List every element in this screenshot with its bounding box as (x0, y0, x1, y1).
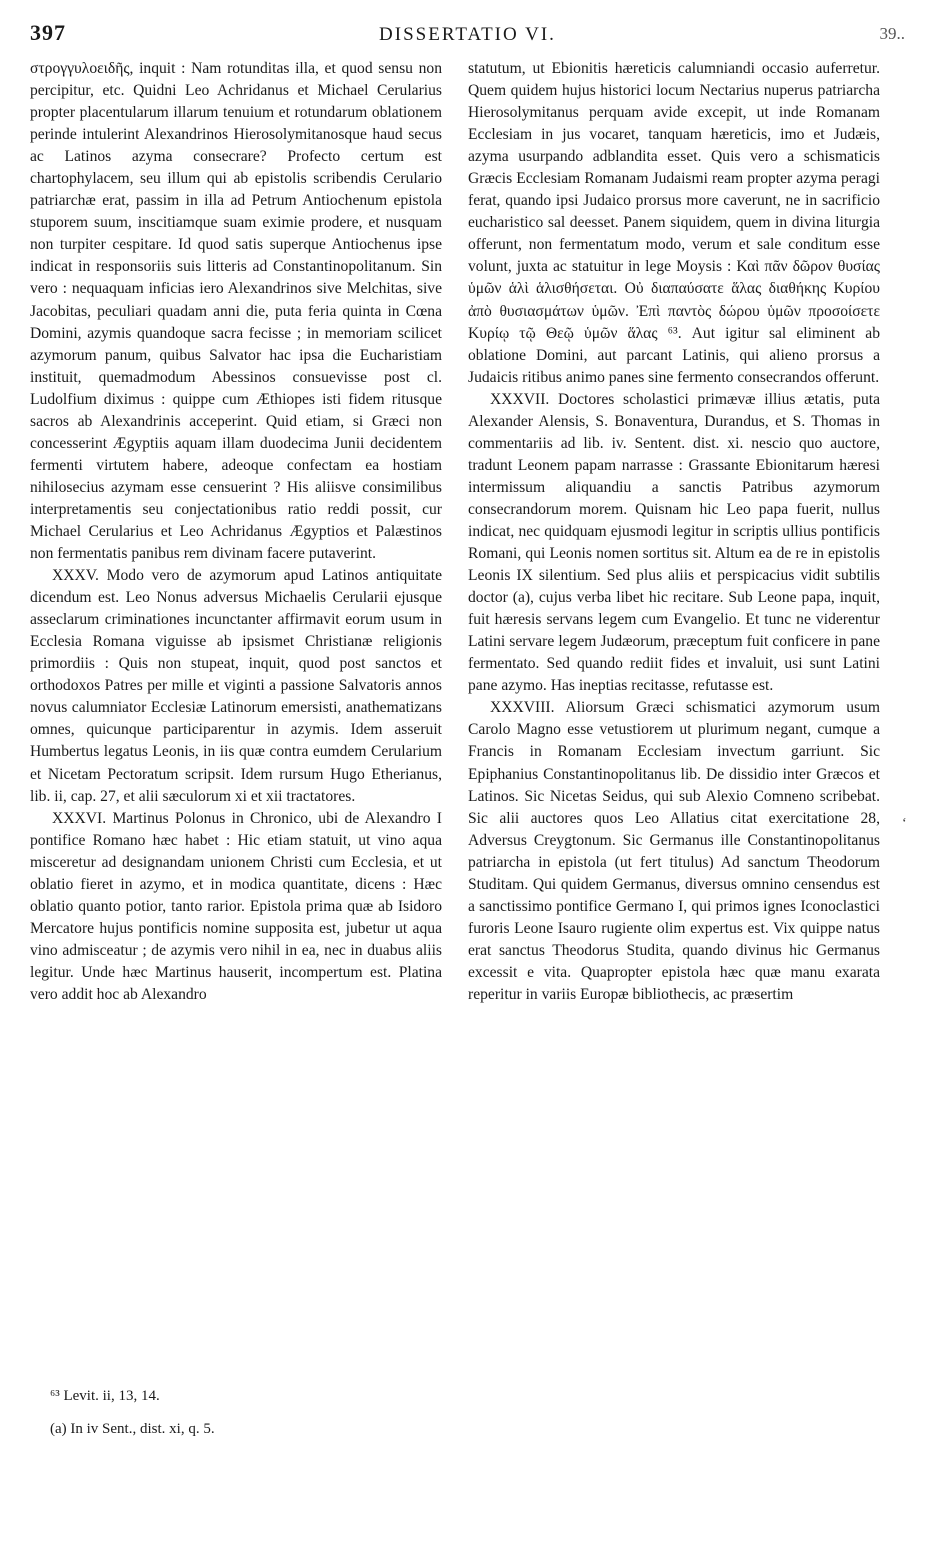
running-title: DISSERTATIO VI. (379, 24, 556, 45)
paragraph-xxxv: XXXV. Modo vero de azymorum apud Latinos antiquitate dicendum est. Leo Nonus adversus Michaelis Cerularii ejusque asseclarum criminationes incunctanter affirmavit eorum usum in Ecclesia Romana viguisse ab ipsismet Christianæ religionis primordiis : Quis non stupeat, inquit, quod post sanctos et orthodoxos Patres per mille et viginti a passione Salvatoris annos novus calumniator Ecclesiæ Latinorum emersisti, anathematizans omnes, quicunque participarentur in azymis. Idem asseruit Humbertus legatus Leonis, in iis quæ contra eumdem Cerularium et Nicetam Pectoratum scripsit. Idem rursum Hugo Etherianus, lib. ii, cap. 27, et alii sæculorum xi et xii tractatores. (30, 567, 442, 805)
page-header (30, 20, 905, 54)
paragraph-xxxvii: XXXVII. Doctores scholastici primævæ illius ætatis, puta Alexander Alensis, S. Bonaventura, Durandus, et S. Thomas in commentariis ad lib. iv. Sentent. dist. xi. nescio quo auctore, tradunt Leonem papam narrasse : Grassante Ebionitarum hæresi intermissum aliquandiu a sanctis Patribus azymorum consecrandorum morem. Quisnam hic Leo papa fuerit, nullus indicat, nec quidquam ejusmodi legitur in scriptis ullius pontificis Romani, qui Leonis nomen sortitus sit. Altum ea de re in epistolis Leonis IX silentium. Sed plus aliis et perspicacius vidit subtilis doctor (a), cujus verba libet hic recitare. Sub Leone papa, inquit, fuit hæresis servans legem cum Evangelio. Et tunc ne viderentur Latini servare legem Judæorum, præceptum fuit conficere in pane fermentato. Sed quando rediit fides et invaluit, usi sunt Latini pane azymo. Has ineptias recitasse, refutasse est. (468, 390, 880, 695)
footnote-63: ⁶³ Levit. ii, 13, 14. (50, 1388, 160, 1404)
right-column (468, 58, 880, 1006)
paragraph-right-1: statutum, ut Ebionitis hæreticis calumniandi occasio auferretur. Quem quidem hujus historici locum Nectarius nuperus patriarcha Hierosolymitanus perquam avide excepit, ut inde Romanam Ecclesiam in jus vocaret, tanquam hæreticis, imo et Judæis, azyma usurpando adblandita esset. Quis vero a schismaticis Græcis Ecclesiam Romanam Judaismi ream propter azyma peragi ferat, quando ipsi Judaico prorsus more caverunt, ne in sacrificio eucharistico sal deesset. Panem siquidem, quem in divina liturgia offerunt, non fermentatum modo, verum et sale conditum esse volunt, juxta ac statuitur in lege Moysis : Καὶ πᾶν δῶρον θυσίας ὑμῶν ἁλὶ ἁλισθήσεται. Οὐ διαπαύσατε ἅλας διαθήκης Κυρίου ἀπὸ θυσιασμάτων ὑμῶν. Ἐπὶ παντὸς δώρου ὑμῶν προσοίσετε Κυρίῳ τῷ Θεῷ ὑμῶν ἅλας ⁶³. Aut igitur sal eliminent ab oblatione Domini, aut parcant Latinis, qui alieno prorsus a Judaicis ritibus animo panes sine fermento consecrandos offerunt. (468, 60, 880, 386)
left-column (30, 58, 442, 1006)
paragraph-xxxvi: XXXVI. Martinus Polonus in Chronico, ubi de Alexandro I pontifice Romano hæc habet : Hic etiam statuit, ut vino aqua misceretur ad designandam unionem Christi cum Ecclesia, et ut oblatio fieret in azymo, et in modica quantitate, dicens : Hæc oblatio quanto potior, tanto rarior. Epistola prima quæ ab Isidoro Mercatore hujus pontificis nomine supposita est, jubetur ut aqua vino admisceatur ; de azymis vero nihil in ea, nec in duabus aliis legitur. Unde hæc Martinus hauserit, incompertum est. Platina vero addit hoc ab Alexandro (30, 809, 442, 1003)
footnote-a: (a) In iv Sent., dist. xi, q. 5. (50, 1421, 215, 1437)
paragraph-xxxviii: XXXVIII. Aliorsum Græci schismatici azymorum usum Carolo Magno esse vetustiorem ut plurimum negant, cumque a Francis in Romanam Ecclesiam invectum garriunt. Sic Epiphanius Constantinopolitanus lib. De dissidio inter Græcos et Latinos. Sic Nicetas Seidus, qui sub Alexio Comneno scribebat. Sic alii auctores quos Leo Allatius citat exercitatione 28, Adversus Creygtonum. Sic Germanus ille Constantinopolitanus patriarcha in epistola (ut fert titulus) Ad sanctum Theodorum Studitam. Qui quidem Germanus, diversus omnino censendus est a sanctissimo pontifice Germano I, qui primos ignes Iconoclastici furoris Leone Isauro rugiente olim expertus est. Vix quippe natus erat sanctus Theodorus Studita, quando divinus hic Germanus excessit e vita. Quapropter epistola hæc quæ manu exarata reperitur in variis Europæ bibliothecis, ac præsertim (468, 699, 880, 1003)
paragraph-left-1: στρογγυλοειδῆς, inquit : Nam rotunditas illa, et quod sensu non percipitur, etc. Quidni Leo Achridanus et Michael Cerularius propter placentularum illarum tenuium et rotundarum oblationem perinde intulerint Alexandrinos Hierosolymitanosque haud secus ac Latinos azyma consecrare? Profecto certum est chartophylacem, seu illum qui ab epistolis scribendis Cerulario patriarchæ erat, passim in illa ad Petrum Antiochenum epistola stuporem suum, inscitiamque suam eximie prodere, et nusquam non turpiter cespitare. Id quod satis superque Antiochenus ipse indicat in responsoriis suis litteris ad Constantinopolitanum. Sin vero : nequaquam inficias iero Alexandrinos sive Melchitas, sive Jacobitas, peculiari quadam anni die, puta feria quinta in Cœna Domini, azymis quandoque sacra fecisse ; in memoriam scilicet azymorum panum, quibus Salvator hac ipsa die Eucharistiam instituit, quemadmodum Abessinos consuevisse post cl. Ludolfium diximus : quippe cum Æthiopes isti fidem ritusque sacros ab Alexandrinis acceperint. Quid etiam, si Græci non concesserint Ægyptiis aquam illam duodecima Junii decidentem fermenti virtutem habere, adeoque confectam ea hostiam nihilosecius azymam esse censuerint ? His aliisve consimilibus interpretamentis seu conjectationibus ratio reddi possit, cur Michael Cerularius et Leo Achridanus Ægyptios et Palæstinos non fermentatis panibus rem divinam facere putaverint. (30, 60, 442, 563)
page-number: 397 (30, 20, 66, 45)
margin-mark: ʻ (902, 816, 907, 831)
header-right-mark: 39.. (879, 24, 905, 43)
